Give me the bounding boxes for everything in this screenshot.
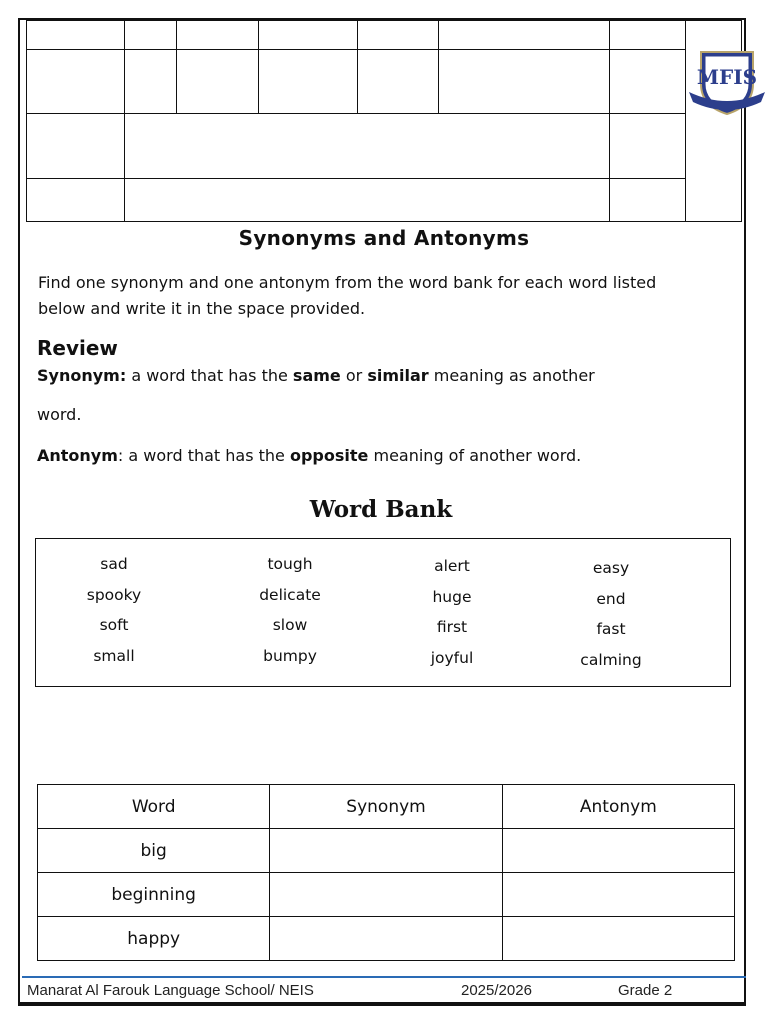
word-cell: beginning: [38, 873, 270, 917]
answer-table: [37, 784, 735, 961]
table-row: [38, 917, 735, 961]
svg-text:MFIS: MFIS: [696, 65, 758, 89]
worksheet-title: Synonyms and Antonyms: [238, 226, 530, 250]
word-bank-word: alert: [434, 557, 470, 575]
footer-school: Manarat Al Farouk Language School/ NEIS: [27, 982, 314, 999]
school-logo: [687, 44, 767, 118]
antonym-term: Antonym: [37, 446, 118, 465]
word-bank-word: small: [93, 646, 135, 665]
word-bank-title: Word Bank: [309, 496, 453, 523]
table-row: [38, 873, 735, 917]
antonym-answer-cell[interactable]: [502, 873, 734, 917]
word-bank-word: soft: [99, 616, 129, 634]
synonym-answer-cell[interactable]: [270, 829, 502, 873]
word-bank-column-2: [220, 549, 360, 671]
synonym-definition: Synonym: a word that has the same or similar meaning as another: [37, 366, 595, 385]
table-row: [38, 829, 735, 873]
word-bank-word: first: [436, 618, 468, 636]
word-bank-column-1: [44, 549, 184, 671]
synonym-definition-cont: word.: [37, 405, 82, 424]
word-cell: happy: [38, 917, 270, 961]
word-bank-word: easy: [592, 559, 630, 577]
word-bank-word: joyful: [430, 648, 474, 667]
word-bank-column-4: [541, 553, 681, 675]
synonym-answer-cell[interactable]: [270, 917, 502, 961]
word-bank-word: sad: [100, 555, 128, 573]
column-header-antonym: Antonym: [502, 785, 734, 829]
word-bank-word: spooky: [86, 585, 142, 604]
column-header-synonym: Synonym: [270, 785, 502, 829]
antonym-answer-cell[interactable]: [502, 829, 734, 873]
footer-year: 2025/2026: [461, 982, 532, 999]
footer-border: [18, 1004, 746, 1006]
word-bank-word: end: [596, 589, 626, 608]
antonym-answer-cell[interactable]: [502, 917, 734, 961]
footer-divider: [22, 976, 746, 978]
word-bank-word: bumpy: [263, 646, 317, 665]
footer-grade: Grade 2: [618, 982, 673, 999]
instructions: Find one synonym and one antonym from the word bank for each word listed below and write it in the space provided.: [38, 273, 657, 318]
word-cell: big: [38, 829, 270, 873]
word-bank-word: slow: [272, 616, 308, 634]
word-bank-word: calming: [580, 650, 642, 669]
word-bank-column-3: [382, 551, 522, 673]
word-bank-word: tough: [267, 555, 313, 573]
review-heading: Review: [37, 336, 118, 360]
word-bank-word: huge: [432, 587, 472, 606]
antonym-definition: Antonym: a word that has the opposite meaning of another word.: [37, 446, 582, 465]
answer-table-header: [38, 785, 735, 829]
word-bank-word: fast: [596, 620, 626, 638]
word-bank-box: [35, 538, 731, 687]
word-bank-word: delicate: [259, 585, 321, 604]
column-header-word: Word: [38, 785, 270, 829]
header-grid: [26, 20, 742, 222]
synonym-term: Synonym:: [37, 366, 127, 385]
synonym-answer-cell[interactable]: [270, 873, 502, 917]
